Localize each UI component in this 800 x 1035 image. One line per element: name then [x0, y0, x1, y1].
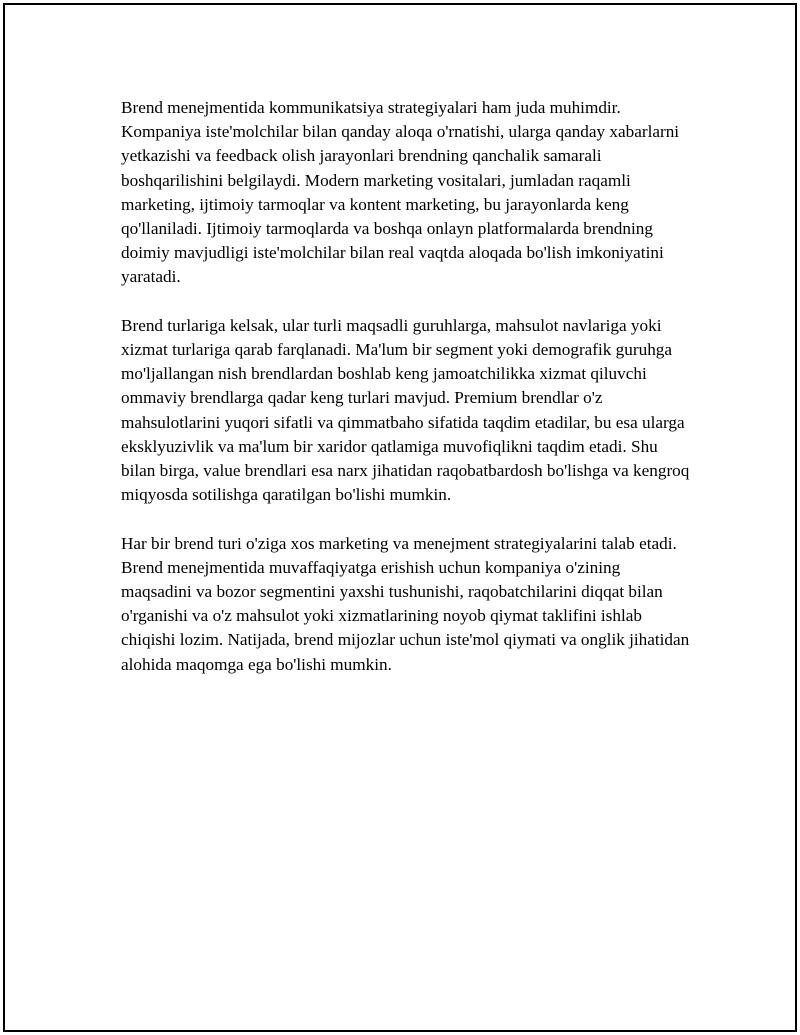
paragraph-communication-strategies: Brend menejmentida kommunikatsiya strategiyalari ham juda muhimdir. Kompaniya iste'molchilar bilan qanday aloqa o'rnatishi, ularga qanday xabarlarni yetkazishi va feedback olish jarayonlari brendning qanchalik samarali boshqarilishini belgilaydi. Modern marketing vositalari, jumladan raqamli marketing, ijtimoiy tarmoqlar va kontent marketing, bu jarayonlarda keng qo'llaniladi. Ijtimoiy tarmoqlarda va boshqa onlayn platformalarda brendning doimiy mavjudligi iste'molchilar bilan real vaqtda aloqada bo'lish imkoniyatini yaratadi.	[121, 98, 680, 287]
page-frame	[3, 3, 797, 1032]
document-body	[121, 96, 691, 701]
paragraph-brand-strategies: Har bir brend turi o'ziga xos marketing va menejment strategiyalarini talab etadi. Brend menejmentida muvaffaqiyatga erishish uchun kompaniya o'zining maqsadini va bozor segmentini yaxshi tushunishi, raqobatchilarini diqqat bilan o'rganishi va o'z mahsulot yoki xizmatlarining noyob qiymat taklifini ishlab chiqishi lozim. Natijada, brend mijozlar uchun iste'mol qiymati va onglik jihatidan alohida maqomga ega bo'lishi mumkin.	[121, 533, 690, 674]
paragraph-brand-types: Brend turlariga kelsak, ular turli maqsadli guruhlarga, mahsulot navlariga yoki xizmat turlariga qarab farqlanadi. Ma'lum bir segment yoki demografik guruhga mo'ljallangan nish brendlardan boshlab keng jamoatchilikka xizmat qiluvchi ommaviy brendlarga qadar keng turlari mavjud. Premium brendlar o'z mahsulotlarini yuqori sifatli va qimmatbaho sifatida taqdim etadilar, bu esa ularga eksklyuzivlik va ma'lum bir xaridor qatlamiga muvofiqlikni taqdim etadi. Shu bilan birga, value brendlari esa narx jihatidan raqobatbardosh bo'lishga va kengroq miqyosda sotilishga qaratilgan bo'lishi mumkin.	[121, 315, 690, 505]
